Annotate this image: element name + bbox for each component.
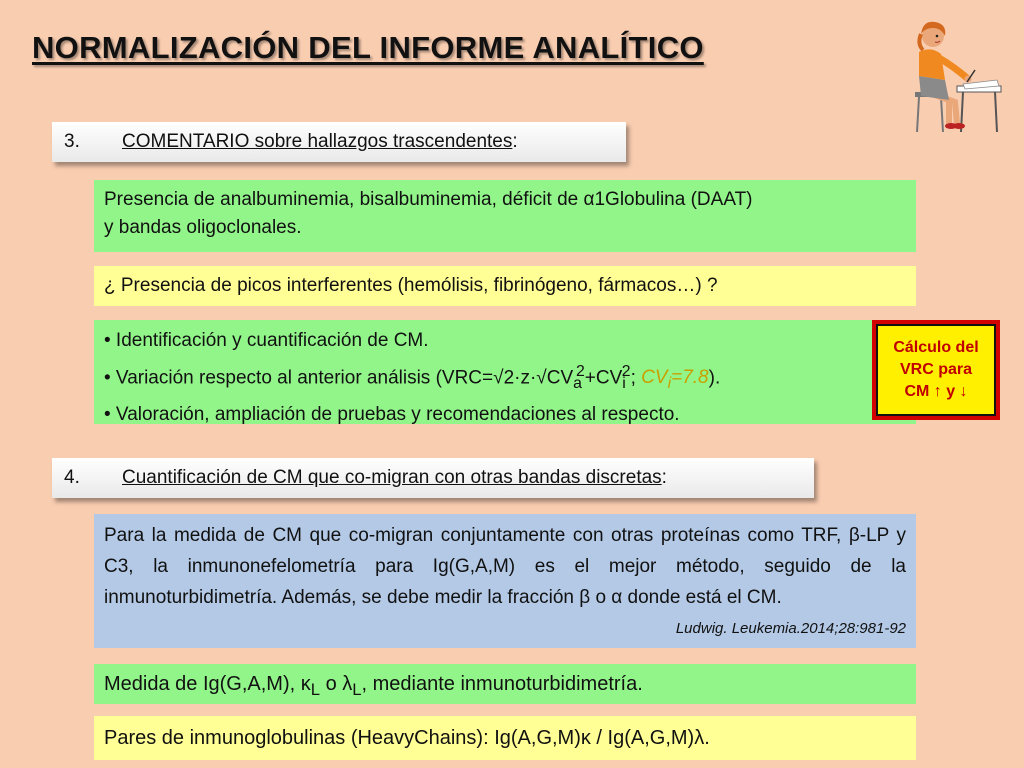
section-4-label: Cuantificación de CM que co-migran con otras bandas discretas — [122, 467, 662, 488]
reference-citation: Ludwig. Leukemia.2014;28:981-92 — [675, 620, 906, 637]
co-migration-text: Para la medida de CM que co-migran conjuntamente con otras proteínas como TRF, β-LP y C3, la inmunonefelometría para Ig(G,A,M) es el mejor método, seguido de la inmunoturbidimetría. Además, se debe medir la fracción β o α donde está el CM. — [104, 525, 906, 608]
co-migration-box — [94, 514, 916, 648]
vrc-calculation-label: Cálculo del VRC para CM ↑ y ↓ — [876, 324, 996, 416]
section-3-colon: : — [512, 131, 518, 152]
lambda-symbol: λ — [694, 727, 705, 749]
cm-quantification-box — [94, 320, 916, 424]
bullet-identification: • Identificación y cuantificación de CM. — [104, 330, 429, 351]
kappa-symbol: κ — [580, 727, 591, 749]
section-3-header — [52, 122, 626, 162]
section-3-number: 3. — [64, 131, 80, 152]
analbuminemia-line-2: y bandas oligoclonales. — [104, 217, 302, 238]
vrc-calculation-button[interactable] — [872, 320, 1000, 420]
sqrt-icon: √ — [536, 367, 547, 389]
section-3-label: COMENTARIO sobre hallazgos trascendentes — [122, 131, 513, 152]
alpha-symbol: α — [583, 189, 595, 210]
lambda-symbol: λ — [342, 673, 353, 695]
analbuminemia-line-1: Presencia de analbuminemia, bisalbuminemia, déficit de α1Globulina (DAAT) — [104, 189, 753, 210]
ig-measurement-box: Medida de Ig(G,A,M), $\kappa_L$ o $\lambda_L$, mediante inmunoturbidimetría. — [94, 664, 916, 704]
analbuminemia-box — [94, 180, 916, 252]
woman-writing-illustration — [905, 14, 1005, 134]
kappa-symbol: κ — [300, 673, 311, 695]
interfering-peaks-box — [94, 266, 916, 306]
page-title: NORMALIZACIÓN DEL INFORME ANALÍTICO — [32, 30, 704, 65]
section-4-number: 4. — [64, 467, 80, 488]
section-4-header — [52, 458, 814, 498]
sqrt-icon: √ — [493, 367, 504, 389]
heavy-chain-pairs-box: Pares de inmunoglobulinas (HeavyChains): Ig(A,G,M)κ / Ig(A,G,M)λ. — [94, 716, 916, 760]
cv-value: $CV_i=7.8$ — [641, 367, 709, 393]
bullet-variation: • Variación respecto al anterior análisis ($VRC=√2\cdot z\cdot√CV_a^2+CV_i^2$; $CV_i=7.8$). — [104, 363, 721, 393]
bullet-valuation: • Valoración, ampliación de pruebas y recomendaciones al respecto. — [104, 404, 680, 426]
interfering-peaks-text: ¿ Presencia de picos interferentes (hemólisis, fibrinógeno, fármacos…) ? — [104, 275, 718, 296]
section-4-colon: : — [661, 467, 667, 488]
